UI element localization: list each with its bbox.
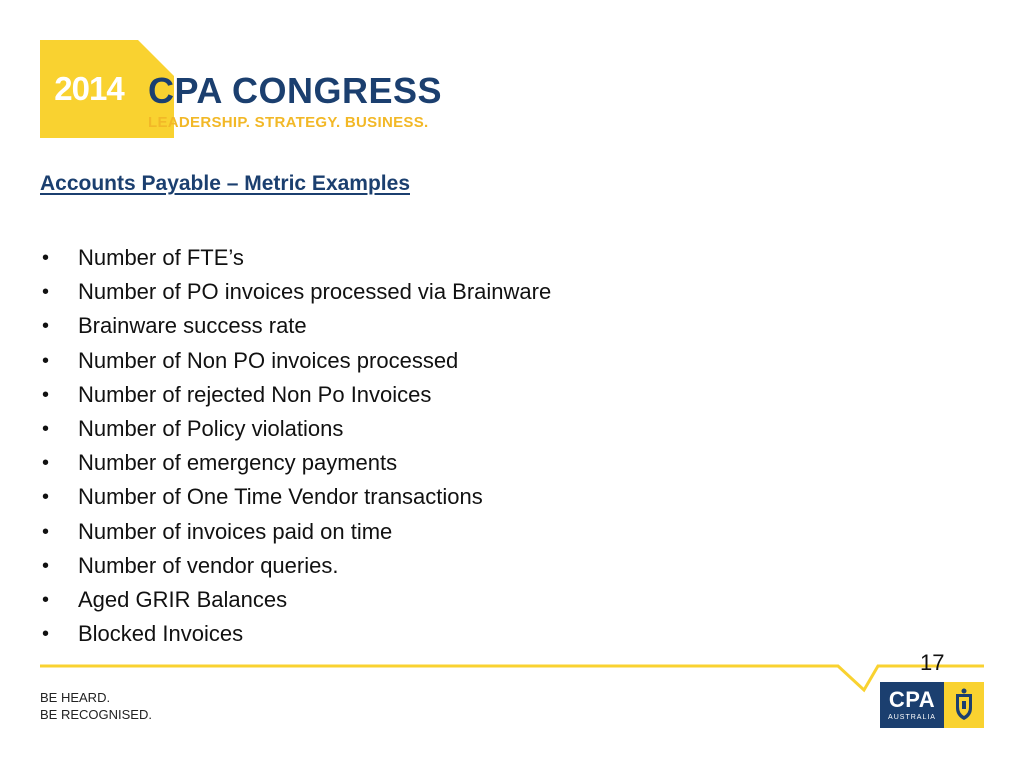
bullet-item — [40, 309, 551, 343]
bullet-icon: • — [42, 554, 50, 577]
bullet-icon: • — [42, 281, 50, 304]
footer-tagline-line1: BE HEARD. — [40, 690, 111, 705]
bullet-icon: • — [42, 623, 50, 646]
bullet-text: Number of PO invoices processed via Brainware — [78, 279, 552, 305]
badge-sub: AUSTRALIA — [888, 714, 936, 721]
bullet-icon: • — [42, 417, 50, 440]
cpa-australia-logo — [880, 682, 984, 728]
bullet-item — [40, 275, 551, 309]
bullet-text: Brainware success rate — [78, 313, 307, 339]
bullet-icon: • — [42, 588, 50, 611]
logo-tagline: LEADERSHIP. STRATEGY. BUSINESS. — [148, 114, 429, 131]
slide-heading: Accounts Payable – Metric Examples — [40, 172, 410, 195]
footer-divider — [0, 650, 1024, 700]
bullet-text: Aged GRIR Balances — [78, 586, 288, 612]
congress-logo — [40, 40, 480, 140]
badge-brand: CPA — [888, 687, 936, 712]
bullet-icon: • — [42, 486, 50, 509]
bullet-icon: • — [42, 349, 50, 372]
bullet-icon: • — [42, 452, 50, 475]
bullet-item — [40, 583, 551, 617]
bullet-icon: • — [42, 247, 50, 269]
bullet-text: Number of vendor queries. — [78, 552, 339, 578]
bullet-item — [40, 344, 551, 378]
footer-tagline-line2: BE RECOGNISED. — [40, 707, 152, 722]
bullet-item — [40, 412, 551, 446]
logo-year: 2014 — [54, 70, 124, 107]
coat-of-arms-icon — [952, 688, 976, 722]
bullet-item — [40, 549, 551, 583]
bullet-item — [40, 378, 551, 412]
bullet-item — [40, 241, 551, 275]
bullet-list — [40, 241, 551, 651]
footer-tagline — [40, 689, 152, 723]
bullet-text: Number of emergency payments — [78, 450, 398, 476]
bullet-text: Number of Policy violations — [78, 415, 344, 441]
page-number: 17 — [920, 650, 945, 675]
bullet-text: Number of FTE’s — [78, 245, 244, 270]
logo-title: CPA CONGRESS — [148, 70, 443, 111]
bullet-icon: • — [42, 520, 50, 543]
bullet-item — [40, 446, 551, 480]
bullet-icon: • — [42, 315, 50, 338]
bullet-text: Number of rejected Non Po Invoices — [78, 381, 432, 407]
bullet-text: Blocked Invoices — [78, 621, 244, 647]
bullet-item — [40, 480, 551, 514]
bullet-item — [40, 617, 551, 651]
bullet-icon: • — [42, 383, 50, 406]
bullet-item — [40, 515, 551, 549]
bullet-text: Number of Non PO invoices processed — [78, 347, 459, 373]
bullet-text: Number of invoices paid on time — [78, 518, 393, 544]
bullet-text: Number of One Time Vendor transactions — [78, 484, 483, 510]
